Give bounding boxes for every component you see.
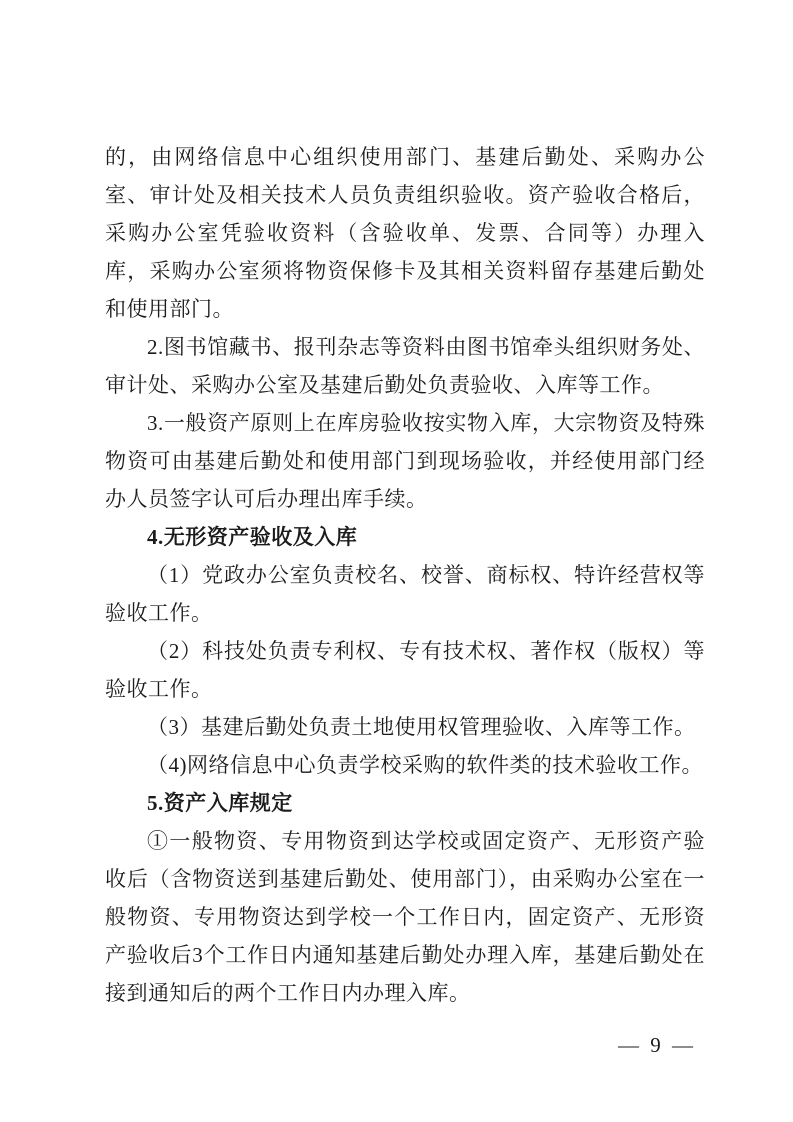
paragraph-circled-1: ①一般物资、专用物资到达学校或固定资产、无形资产验收后（含物资送到基建后勤处、使用部门），由采购办公室在一般物资、专用物资达到学校一个工作日内，固定资产、无形资产验收后3个工作日内通知基建后勤处办理入库，基建后勤处在接到通知后的两个工作日内办理入库。 [105,829,705,1005]
paragraph-sub-item-3: （3）基建后勤处负责土地使用权管理验收、入库等工作。 [147,715,696,739]
paragraph-sub-item-4: （4)网络信息中心负责学校采购的软件类的技术验收工作。 [147,753,703,777]
heading-item-4: 4.无形资产验收及入库 [147,525,358,549]
paragraph-sub-item-1: （1）党政办公室负责校名、校誉、商标权、特许经营权等验收工作。 [105,563,705,625]
document-body [105,138,705,1012]
paragraph-item-3: 3.一般资产原则上在库房验收按实物入库，大宗物资及特殊物资可由基建后勤处和使用部门到现场验收，并经使用部门经办人员签字认可后办理出库手续。 [105,411,705,511]
page-number: — 9 — [618,1033,693,1057]
paragraph-continuation: 的，由网络信息中心组织使用部门、基建后勤处、采购办公室、审计处及相关技术人员负责组织验收。资产验收合格后，采购办公室凭验收资料（含验收单、发票、合同等）办理入库，采购办公室须将物资保修卡及其相关资料留存基建后勤处和使用部门。 [105,145,705,321]
paragraph-item-2: 2.图书馆藏书、报刊杂志等资料由图书馆牵头组织财务处、审计处、采购办公室及基建后勤处负责验收、入库等工作。 [105,335,705,397]
paragraph-sub-item-2: （2）科技处负责专利权、专有技术权、著作权（版权）等验收工作。 [105,639,705,701]
heading-item-5: 5.资产入库规定 [147,791,293,815]
